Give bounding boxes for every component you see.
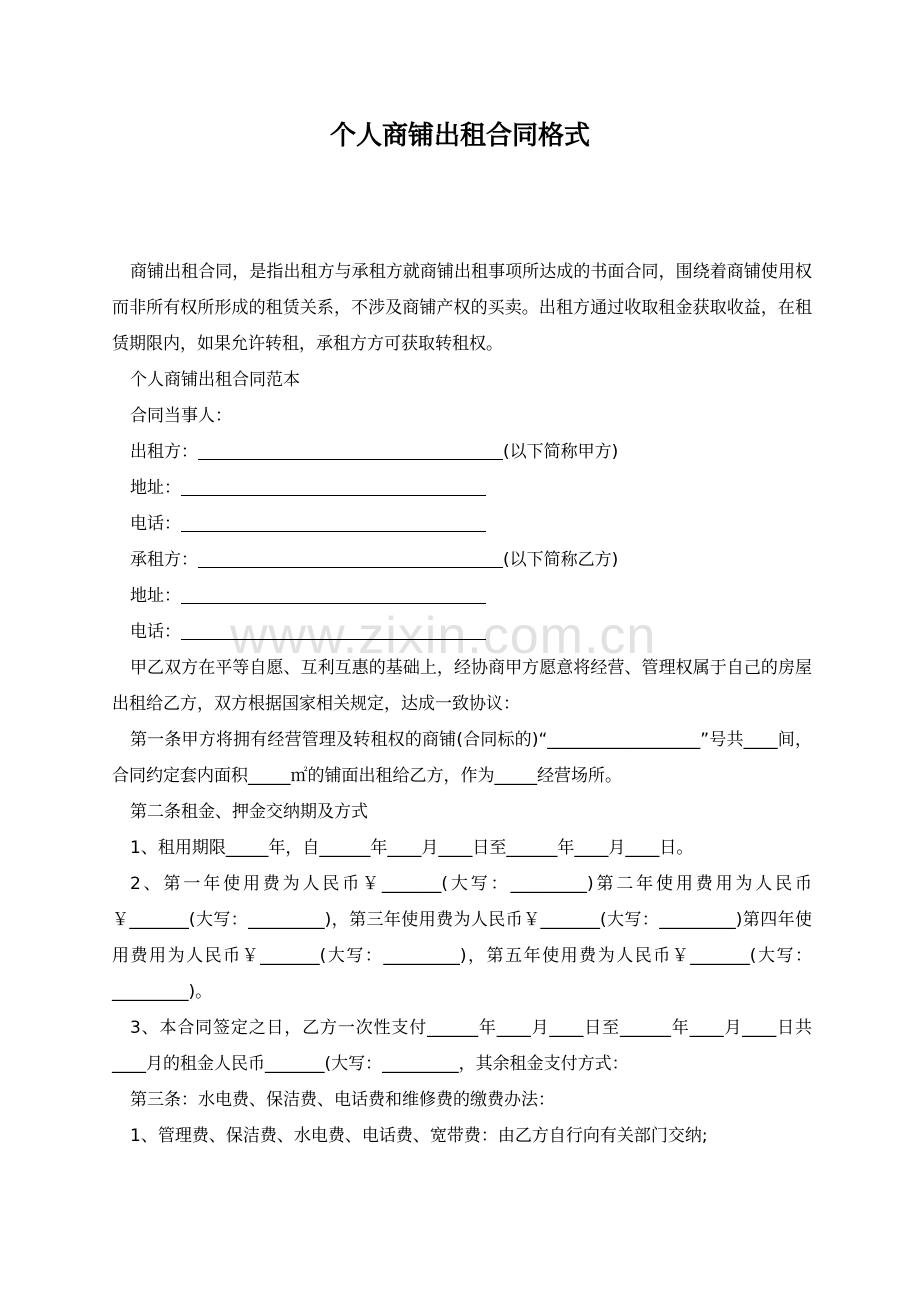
lessee-phone-blank [181,619,486,640]
lessee-address-label: 地址： [130,586,181,606]
lessor-address-label: 地址： [130,478,181,498]
lessee-blank [198,547,503,568]
lessee-phone-label: 电话： [130,622,181,642]
lessor-suffix: (以下简称甲方) [503,442,619,462]
document-title: 个人商铺出租合同格式 [329,121,590,151]
lessor-label: 出租方： [130,442,198,462]
article-1: 第一条甲方将拥有经营管理及转租权的商铺(合同标的)“__________________”号共____间，合同约定套内面积_____㎡的铺面出租给乙方，作为_____经营场所。 [112,730,812,786]
lessor-phone-label: 电话： [130,514,181,534]
document-body [112,254,812,1154]
lessor-phone-line [112,506,812,542]
lessee-label: 承租方： [130,550,198,570]
article-2-heading: 第二条租金、押金交纳期及方式 [130,802,368,822]
lessee-address-line [112,578,812,614]
parties-heading: 合同当事人： [130,406,232,426]
agreement-intro: 甲乙双方在平等自愿、互利互惠的基础上，经协商甲方愿意将经营、管理权属于自己的房屋出租给乙方，双方根据国家相关规定，达成一致协议： [112,658,812,714]
lessor-address-line [112,470,812,506]
article-2-item-3: 3、本合同签定之日，乙方一次性支付______年____月____日至______年____月____日共____月的租金人民币_______(大写：_________，其余租金支付方式： [112,1018,812,1074]
lessor-line [112,434,812,470]
intro-paragraph: 商铺出租合同，是指出租方与承租方就商铺出租事项所达成的书面合同，围绕着商铺使用权而非所有权所形成的租赁关系，不涉及商铺产权的买卖。出租方通过收取租金获取收益，在租赁期限内，如果允许转租，承租方方可获取转租权。 [112,262,812,354]
lessee-line [112,542,812,578]
lessor-blank [198,439,503,460]
lessee-address-blank [181,583,486,604]
lessee-phone-line [112,614,812,650]
lessor-phone-blank [181,511,486,532]
watermark-text: www.zixin.com.cn [230,607,657,665]
article-2-item-1: 1、租用期限_____年，自______年____月____日至______年____月____日。 [130,838,694,858]
article-2-item-2: 2、第一年使用费为人民币￥_______(大写：_________)第二年使用费用为人民币￥_______(大写：_________)，第三年使用费为人民币￥_______(大写：_________)第四年使用费用为人民币￥_______(大写：_________)，第五年使用费为人民币￥_______(大写：_________)。 [112,874,812,1002]
article-3-heading: 第三条：水电费、保洁费、电话费和维修费的缴费办法： [130,1090,555,1110]
lessor-address-blank [181,475,486,496]
lessee-suffix: (以下简称乙方) [503,550,619,570]
article-3-item-1: 1、管理费、保洁费、水电费、电话费、宽带费：由乙方自行向有关部门交纳; [130,1126,708,1146]
sample-heading: 个人商铺出租合同范本 [130,370,300,390]
